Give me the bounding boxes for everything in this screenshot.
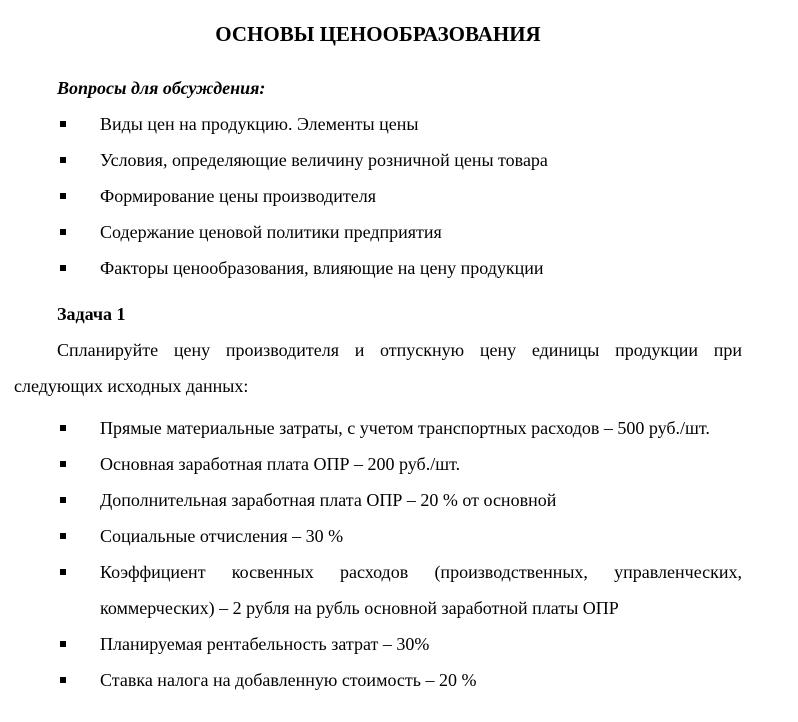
list-item — [14, 214, 742, 250]
task-heading: Задача 1 — [57, 304, 126, 324]
list-item-text: Планируемая рентабельность затрат – 30% — [100, 634, 430, 654]
bullet-square-icon — [60, 157, 66, 163]
bullet-square-icon — [60, 569, 66, 575]
list-item — [14, 410, 742, 446]
list-item — [14, 518, 742, 554]
list-item — [14, 142, 742, 178]
document-title: ОСНОВЫ ЦЕНООБРАЗОВАНИЯ — [215, 22, 541, 46]
list-item — [14, 106, 742, 142]
list-item-text: Содержание ценовой политики предприятия — [100, 222, 442, 242]
list-item-text: Прямые материальные затраты, с учетом транспортных расходов – 500 руб./шт. — [100, 418, 710, 438]
task-intro: Спланируйте цену производителя и отпускную цену единицы продукции при следующих исходных данных: — [14, 340, 742, 396]
discussion-heading: Вопросы для обсуждения: — [57, 78, 266, 98]
task-data-list — [14, 410, 742, 698]
bullet-square-icon — [60, 193, 66, 199]
bullet-square-icon — [60, 461, 66, 467]
bullet-square-icon — [60, 641, 66, 647]
list-item — [14, 482, 742, 518]
bullet-square-icon — [60, 265, 66, 271]
list-item — [14, 178, 742, 214]
bullet-square-icon — [60, 497, 66, 503]
list-item-text: Коэффициент косвенных расходов (производственных, управленческих, коммерческих) – 2 рубля на рубль основной заработной платы ОПР — [100, 562, 742, 618]
bullet-square-icon — [60, 425, 66, 431]
list-item-text: Социальные отчисления – 30 % — [100, 526, 344, 546]
discussion-list — [14, 106, 742, 286]
list-item-text: Дополнительная заработная плата ОПР – 20 % от основной — [100, 490, 557, 510]
list-item — [14, 662, 742, 698]
list-item — [14, 250, 742, 286]
list-item-text: Ставка налога на добавленную стоимость – 20 % — [100, 670, 477, 690]
list-item-text: Условия, определяющие величину розничной цены товара — [100, 150, 548, 170]
bullet-square-icon — [60, 121, 66, 127]
list-item — [14, 554, 742, 626]
list-item-text: Формирование цены производителя — [100, 186, 376, 206]
list-item — [14, 446, 742, 482]
bullet-square-icon — [60, 533, 66, 539]
bullet-square-icon — [60, 229, 66, 235]
list-item-text: Основная заработная плата ОПР – 200 руб./шт. — [100, 454, 461, 474]
list-item-text: Факторы ценообразования, влияющие на цену продукции — [100, 258, 544, 278]
list-item-text: Виды цен на продукцию. Элементы цены — [100, 114, 419, 134]
list-item — [14, 626, 742, 662]
bullet-square-icon — [60, 677, 66, 683]
